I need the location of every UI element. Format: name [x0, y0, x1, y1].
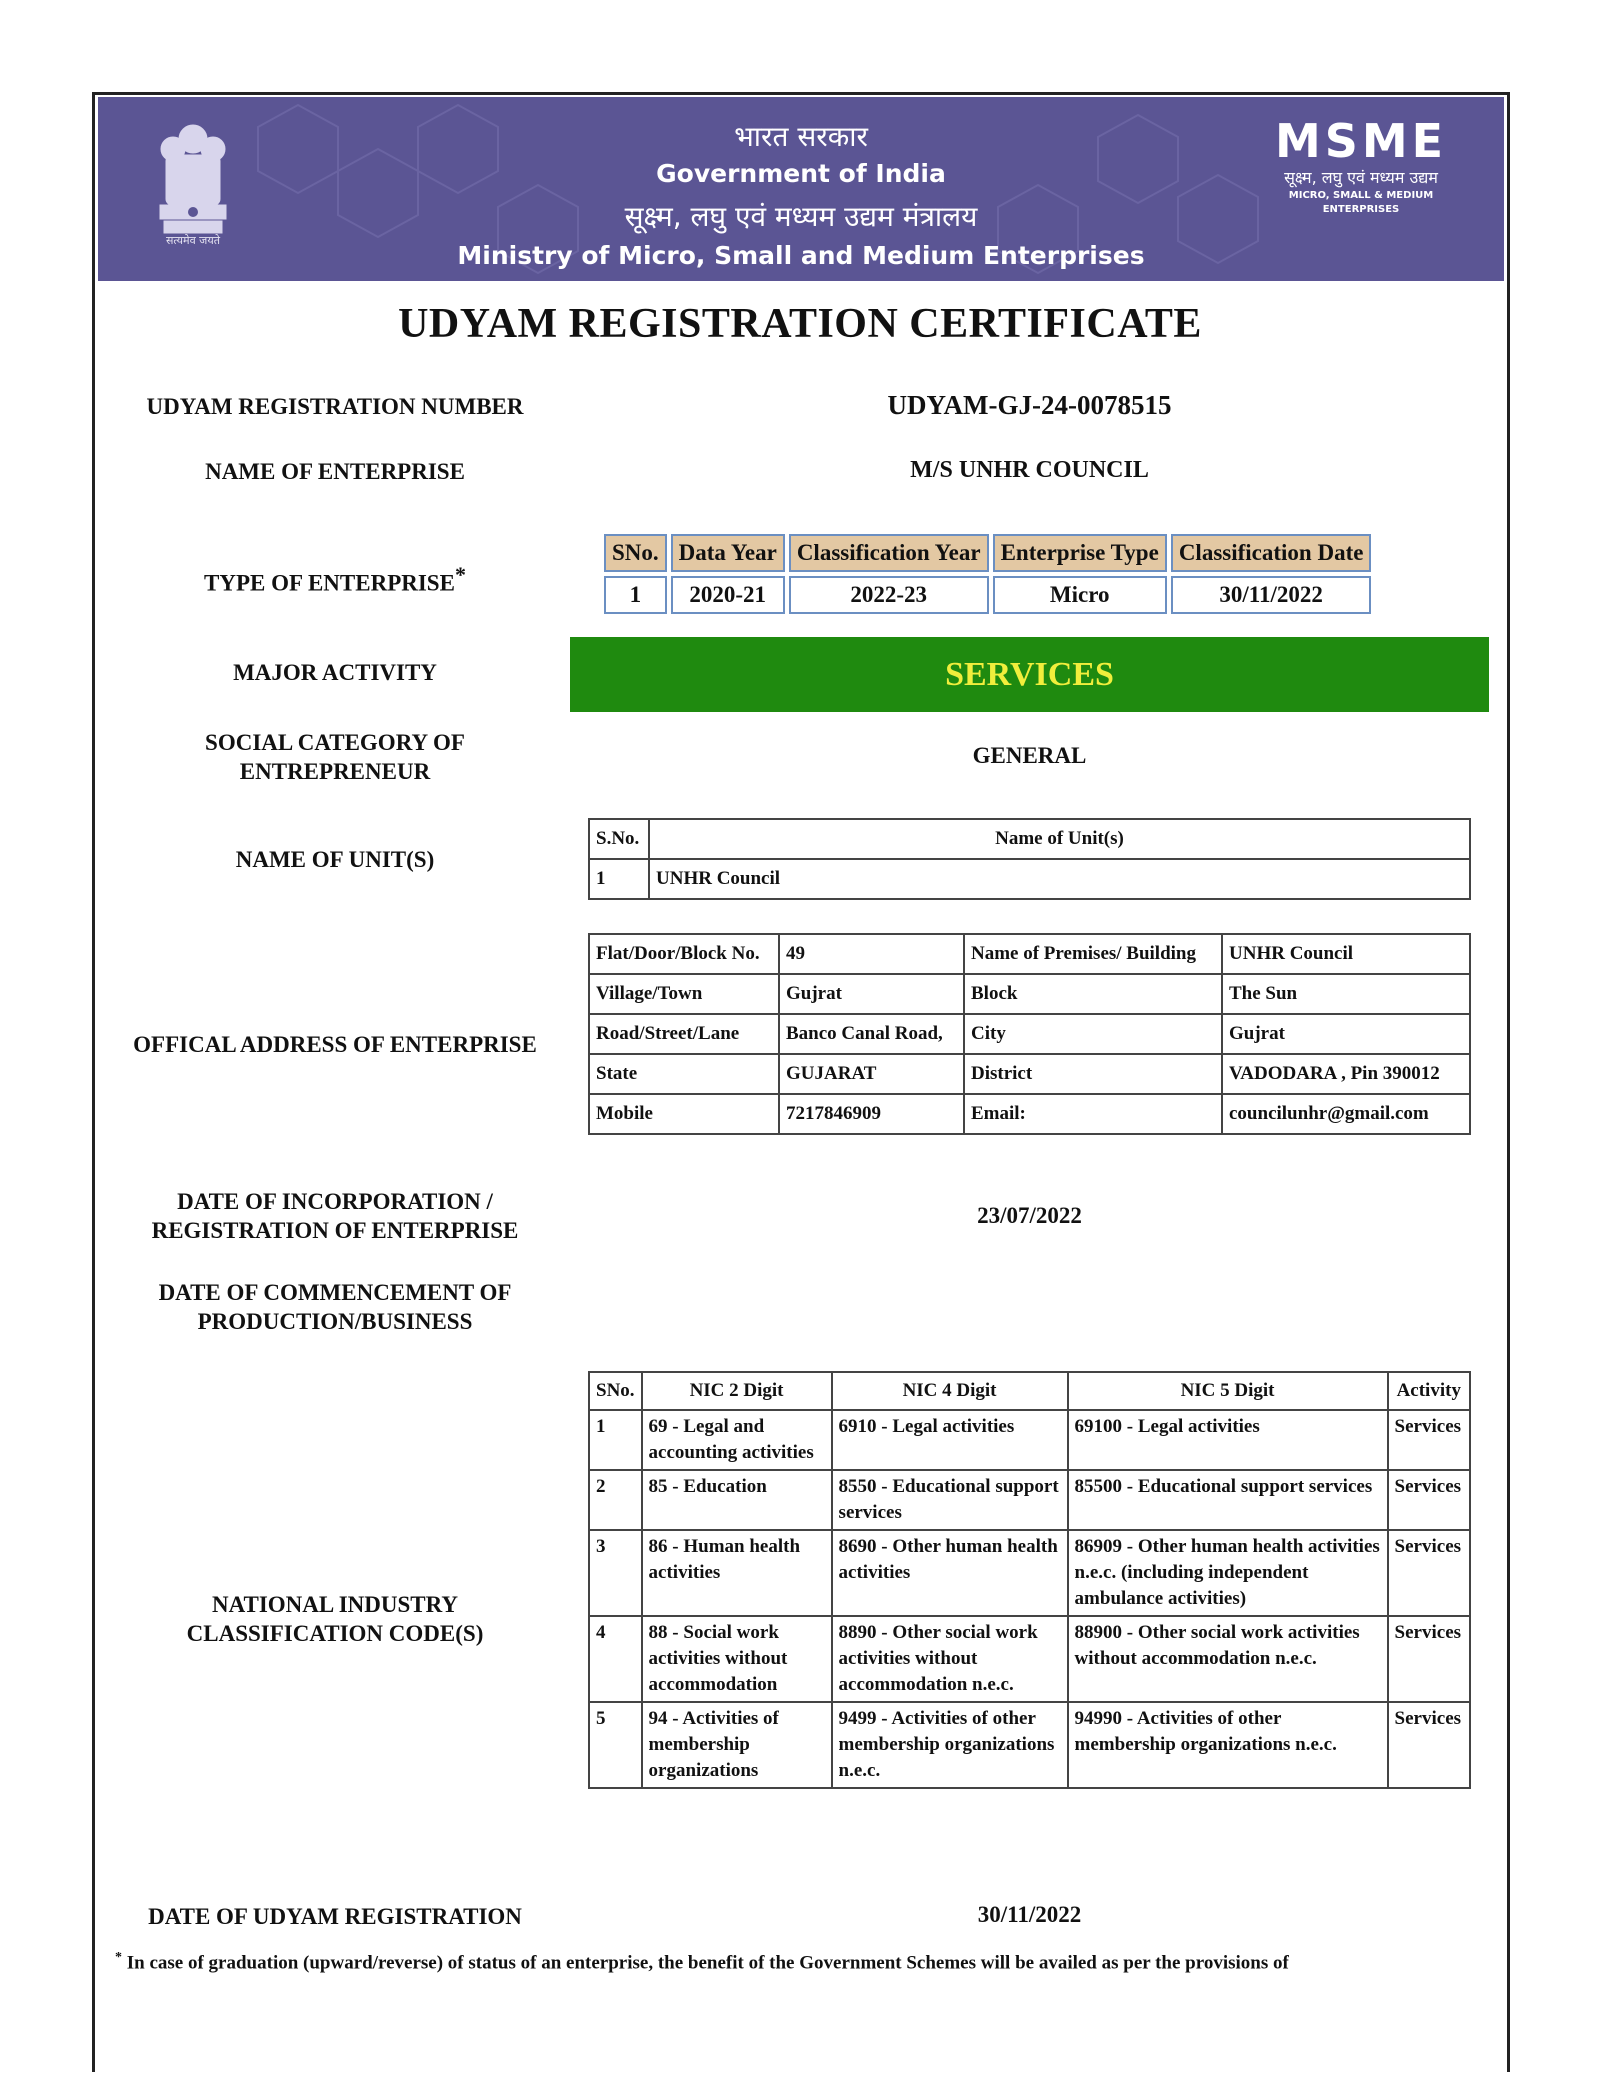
address-field-value: Gujrat	[1222, 1014, 1470, 1054]
msme-logo-word: MSME	[1274, 114, 1448, 168]
nic-table	[588, 1371, 1471, 1789]
major-activity-value: SERVICES	[570, 637, 1489, 712]
table-row	[589, 974, 1470, 1014]
nic-cell: 1	[589, 1410, 642, 1470]
classification-cell: 1	[604, 576, 667, 614]
social-category-value: GENERAL	[972, 743, 1087, 768]
incorporation-date-value: 23/07/2022	[977, 1203, 1082, 1228]
nic-cell: 3	[589, 1530, 642, 1616]
nic-header-cell: Activity	[1388, 1372, 1470, 1410]
classification-header-cell: SNo.	[604, 534, 667, 572]
table-row	[604, 576, 1371, 614]
table-row	[589, 859, 1470, 899]
nic-cell: 8690 - Other human health activities	[832, 1530, 1068, 1616]
nic-cell: 94 - Activities of membership organizations	[642, 1702, 832, 1788]
nic-header-cell: NIC 5 Digit	[1068, 1372, 1388, 1410]
enterprise-name-label: NAME OF ENTERPRISE	[205, 459, 465, 484]
nic-label	[115, 1590, 555, 1648]
nic-cell: 5	[589, 1702, 642, 1788]
nic-header-row	[589, 1372, 1470, 1410]
nic-cell: Services	[1388, 1470, 1470, 1530]
banner-ministry-name: Ministry of Micro, Small and Medium Enterprises	[457, 241, 1145, 270]
address-body	[589, 934, 1470, 1134]
address-field-label: Village/Town	[589, 974, 779, 1014]
nic-header-cell: NIC 4 Digit	[832, 1372, 1068, 1410]
nic-cell: 4	[589, 1616, 642, 1702]
address-field-value: Gujrat	[779, 974, 964, 1014]
address-field-value: GUJARAT	[779, 1054, 964, 1094]
address-field-label: Flat/Door/Block No.	[589, 934, 779, 974]
address-field-value: 49	[779, 934, 964, 974]
address-field-value: councilunhr@gmail.com	[1222, 1094, 1470, 1134]
social-category-label-line2: ENTREPRENEUR	[239, 759, 431, 784]
enterprise-type-asterisk: *	[454, 562, 466, 587]
units-cell-name: UNHR Council	[649, 859, 1470, 899]
address-field-label: Name of Premises/ Building	[964, 934, 1222, 974]
incorporation-label-line1: DATE OF INCORPORATION /	[177, 1189, 493, 1214]
classification-header-cell: Classification Date	[1171, 534, 1372, 572]
classification-header-cell: Classification Year	[789, 534, 989, 572]
units-header-sno: S.No.	[589, 819, 649, 859]
nic-cell: Services	[1388, 1702, 1470, 1788]
nic-cell: Services	[1388, 1530, 1470, 1616]
address-field-label: District	[964, 1054, 1222, 1094]
banner-government-of-india: Government of India	[656, 159, 946, 188]
nic-cell: 94990 - Activities of other membership organizations n.e.c.	[1068, 1702, 1388, 1788]
nic-cell: Services	[1388, 1616, 1470, 1702]
address-field-value: 7217846909	[779, 1094, 964, 1134]
table-row	[589, 1616, 1470, 1702]
nic-cell: 86909 - Other human health activities n.e.c. (including independent ambulance activities)	[1068, 1530, 1388, 1616]
table-row	[589, 1702, 1470, 1788]
udyam-date-value: 30/11/2022	[977, 1902, 1082, 1927]
major-activity-label: MAJOR ACTIVITY	[233, 660, 437, 685]
footnote-asterisk: *	[115, 1950, 122, 1965]
address-field-label: Email:	[964, 1094, 1222, 1134]
nic-label-line1: NATIONAL INDUSTRY	[211, 1592, 459, 1617]
enterprise-type-label	[115, 560, 555, 598]
classification-cell: 30/11/2022	[1171, 576, 1372, 614]
classification-table	[600, 530, 1375, 618]
address-field-value: The Sun	[1222, 974, 1470, 1014]
nic-cell: Services	[1388, 1410, 1470, 1470]
classification-cell: Micro	[993, 576, 1167, 614]
certificate-title: UDYAM REGISTRATION CERTIFICATE	[398, 301, 1202, 347]
address-field-value: UNHR Council	[1222, 934, 1470, 974]
table-row	[589, 1470, 1470, 1530]
classification-body	[604, 576, 1371, 614]
table-row	[589, 1530, 1470, 1616]
table-row	[589, 934, 1470, 974]
social-category-label	[115, 728, 555, 786]
classification-cell: 2022-23	[789, 576, 989, 614]
nic-cell: 2	[589, 1470, 642, 1530]
nic-cell: 85500 - Educational support services	[1068, 1470, 1388, 1530]
address-field-label: City	[964, 1014, 1222, 1054]
msme-logo-hindi: सूक्ष्म, लघु एवं मध्यम उद्यम	[1284, 168, 1438, 187]
nic-cell: 88900 - Other social work activities without accommodation n.e.c.	[1068, 1616, 1388, 1702]
nic-cell: 86 - Human health activities	[642, 1530, 832, 1616]
incorporation-label	[115, 1187, 555, 1245]
address-field-label: Block	[964, 974, 1222, 1014]
units-header-name: Name of Unit(s)	[649, 819, 1470, 859]
units-header-row	[589, 819, 1470, 859]
commencement-label-line1: DATE OF COMMENCEMENT OF	[158, 1280, 512, 1305]
table-row	[589, 1014, 1470, 1054]
units-label: NAME OF UNIT(S)	[235, 847, 435, 872]
address-field-value: Banco Canal Road,	[779, 1014, 964, 1054]
enterprise-name-value: M/S UNHR COUNCIL	[910, 457, 1149, 483]
nic-cell: 6910 - Legal activities	[832, 1410, 1068, 1470]
table-row	[589, 1410, 1470, 1470]
enterprise-type-label-text: TYPE OF ENTERPRISE	[204, 570, 455, 596]
msme-logo	[1256, 115, 1466, 215]
address-field-label: Road/Street/Lane	[589, 1014, 779, 1054]
nic-cell: 69 - Legal and accounting activities	[642, 1410, 832, 1470]
table-row	[589, 1094, 1470, 1134]
address-field-value: VADODARA , Pin 390012	[1222, 1054, 1470, 1094]
address-field-label: Mobile	[589, 1094, 779, 1134]
units-table	[588, 818, 1471, 900]
banner-hindi-line2: सूक्ष्म, लघु एवं मध्यम उद्यम मंत्रालय	[624, 200, 978, 233]
udyam-date-label: DATE OF UDYAM REGISTRATION	[148, 1904, 522, 1929]
address-table	[588, 933, 1471, 1135]
nic-cell: 85 - Education	[642, 1470, 832, 1530]
commencement-label	[115, 1278, 555, 1336]
footnote	[115, 1950, 1475, 1974]
banner-hindi-line1: भारत सरकार	[734, 120, 868, 153]
address-label: OFFICAL ADDRESS OF ENTERPRISE	[133, 1032, 537, 1057]
nic-cell: 8890 - Other social work activities without accommodation n.e.c.	[832, 1616, 1068, 1702]
social-category-label-line1: SOCIAL CATEGORY OF	[205, 730, 465, 755]
classification-header-cell: Enterprise Type	[993, 534, 1167, 572]
nic-header-cell: SNo.	[589, 1372, 642, 1410]
units-cell-sno: 1	[589, 859, 649, 899]
classification-header-row	[604, 534, 1371, 572]
emblem-motto: सत्यमेव जयते	[165, 234, 220, 247]
reg-number-value: UDYAM-GJ-24-0078515	[887, 390, 1172, 420]
classification-header-cell: Data Year	[671, 534, 785, 572]
incorporation-label-line2: REGISTRATION OF ENTERPRISE	[151, 1218, 519, 1243]
classification-cell: 2020-21	[671, 576, 785, 614]
government-banner	[98, 97, 1504, 281]
reg-number-label: UDYAM REGISTRATION NUMBER	[146, 394, 524, 419]
nic-cell: 69100 - Legal activities	[1068, 1410, 1388, 1470]
nic-cell: 9499 - Activities of other membership organizations n.e.c.	[832, 1702, 1068, 1788]
nic-header-cell: NIC 2 Digit	[642, 1372, 832, 1410]
nic-cell: 8550 - Educational support services	[832, 1470, 1068, 1530]
msme-logo-english: MICRO, SMALL & MEDIUM ENTERPRISES	[1288, 190, 1434, 215]
nic-label-line2: CLASSIFICATION CODE(S)	[186, 1621, 484, 1646]
table-row	[589, 1054, 1470, 1094]
nic-body	[589, 1410, 1470, 1788]
footnote-text: In case of graduation (upward/reverse) of status of an enterprise, the benefit of the Government Schemes will be availed as per the provisions of	[126, 1952, 1289, 1974]
address-field-label: State	[589, 1054, 779, 1094]
commencement-label-line2: PRODUCTION/BUSINESS	[197, 1309, 473, 1334]
nic-cell: 88 - Social work activities without accommodation	[642, 1616, 832, 1702]
